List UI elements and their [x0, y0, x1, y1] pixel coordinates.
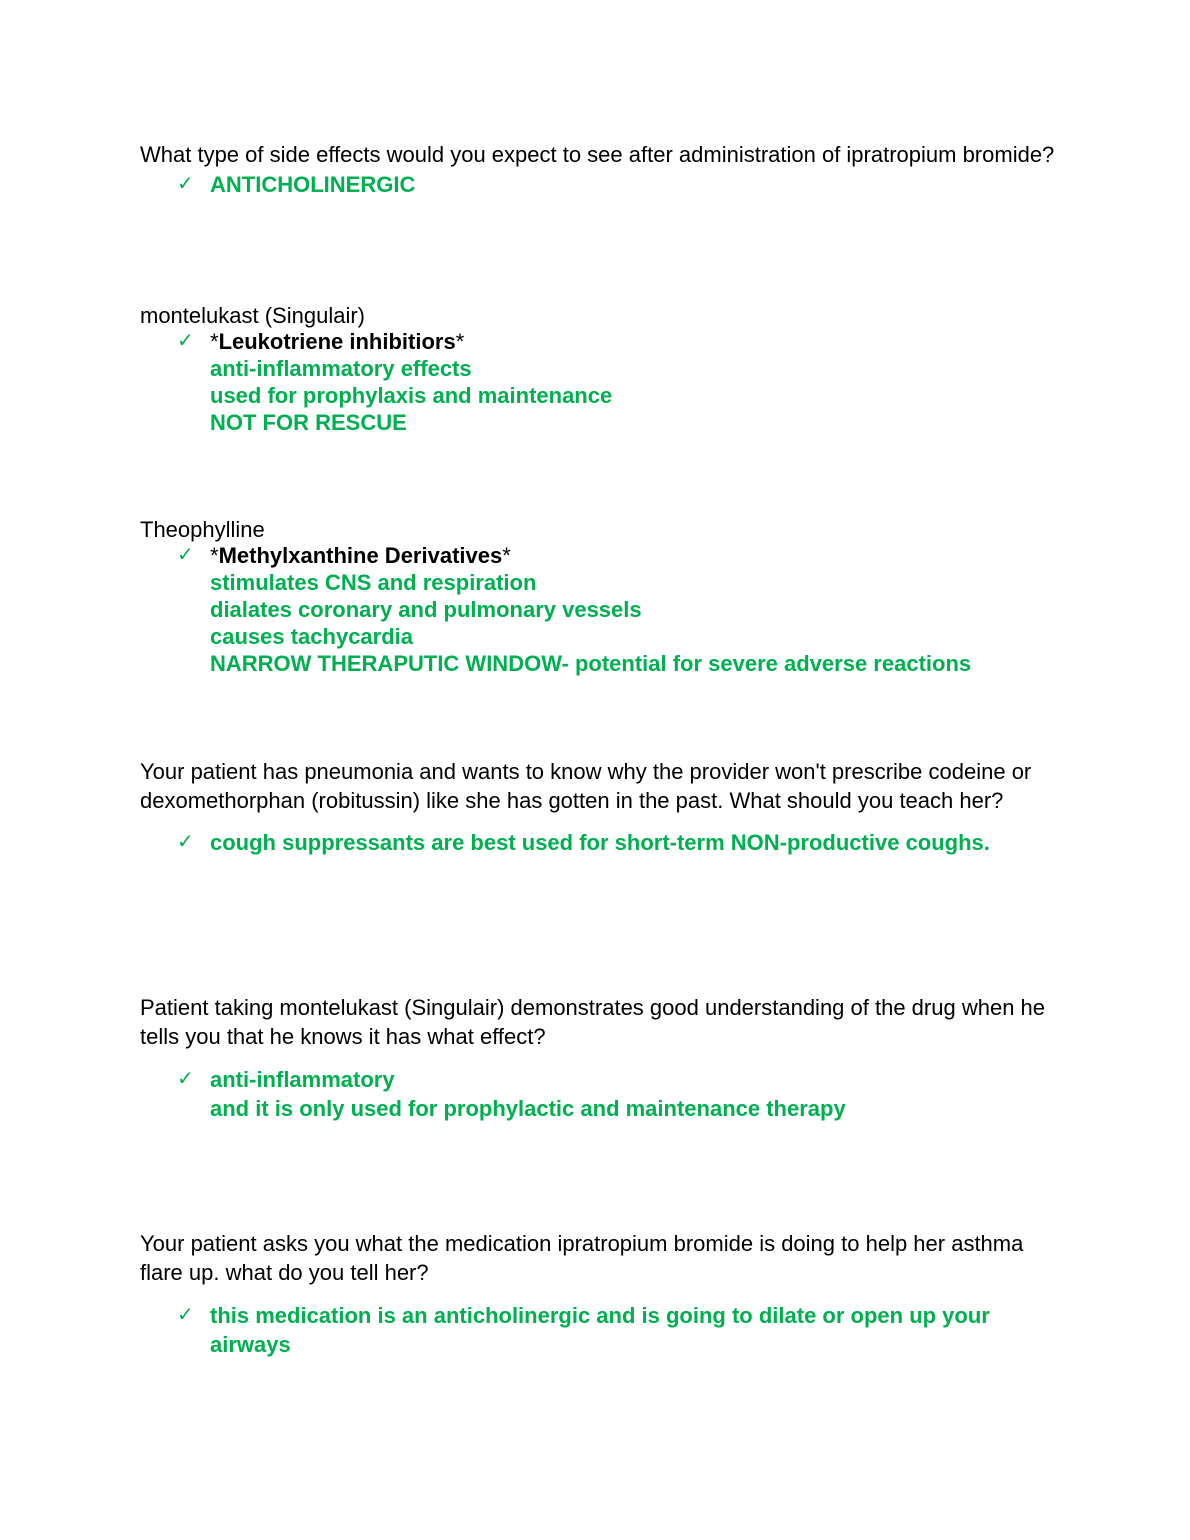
question-text: Theophylline [140, 517, 265, 542]
question-text: Your patient has pneumonia and wants to know why the provider won't prescribe codeine or dexomethorphan (robitussin) like she has gotten in the past. What should you teach her? [140, 759, 1032, 813]
question-text: montelukast (Singulair) [140, 303, 365, 328]
check-icon: ✓ [177, 544, 194, 566]
answer-block [140, 1065, 1060, 1123]
answer-line: NARROW THERAPUTIC WINDOW- potential for severe adverse reactions [210, 651, 972, 676]
answer-line: used for prophylaxis and maintenance [210, 383, 613, 408]
answer-drug-class: *Methylxanthine Derivatives* [210, 543, 511, 568]
answer-line: anti-inflammatory effects [210, 356, 472, 381]
answer-line: this medication is an anticholinergic and is going to dilate or open up your airways [210, 1303, 990, 1357]
answer-line: dialates coronary and pulmonary vessels [210, 597, 642, 622]
check-icon: ✓ [177, 173, 194, 195]
drug-class-label: Leukotriene inhibitiors [218, 329, 456, 354]
question-text: Patient taking montelukast (Singulair) demonstrates good understanding of the drug when he tells you that he knows it has what effect? [140, 995, 1046, 1049]
qa-section-theophylline [140, 515, 1060, 677]
check-icon: ✓ [177, 1304, 194, 1326]
answer-line: ANTICHOLINERGIC [210, 172, 416, 197]
drug-class-label: Methylxanthine Derivatives [218, 543, 503, 568]
answer-line: NOT FOR RESCUE [210, 410, 407, 435]
answer-line: cough suppressants are best used for short-term NON-productive coughs. [210, 830, 990, 855]
answer-block [140, 171, 1060, 198]
answer-line: causes tachycardia [210, 624, 414, 649]
answer-line: stimulates CNS and respiration [210, 570, 537, 595]
check-icon: ✓ [177, 330, 194, 352]
qa-section-cough-suppressants [140, 757, 1060, 856]
answer-block [140, 328, 1060, 436]
check-icon: ✓ [177, 831, 194, 853]
answer-block [140, 1301, 1070, 1359]
qa-section-montelukast [140, 301, 1060, 436]
answer-line: and it is only used for prophylactic and maintenance therapy [210, 1096, 846, 1121]
answer-drug-class: *Leukotriene inhibitiors* [210, 329, 465, 354]
check-icon: ✓ [177, 1068, 194, 1090]
answer-block [140, 542, 1060, 677]
question-text: Your patient asks you what the medication ipratropium bromide is doing to help her asthma flare up. what do you tell her? [140, 1231, 1024, 1285]
qa-section-montelukast-understanding [140, 993, 1060, 1123]
qa-section-ipratropium-teaching [140, 1229, 1060, 1359]
question-text: What type of side effects would you expect to see after administration of ipratropium bromide? [140, 142, 1055, 167]
qa-section-ipratropium-side-effects [140, 140, 1060, 198]
answer-line: anti-inflammatory [210, 1067, 395, 1092]
answer-block [140, 829, 1060, 856]
